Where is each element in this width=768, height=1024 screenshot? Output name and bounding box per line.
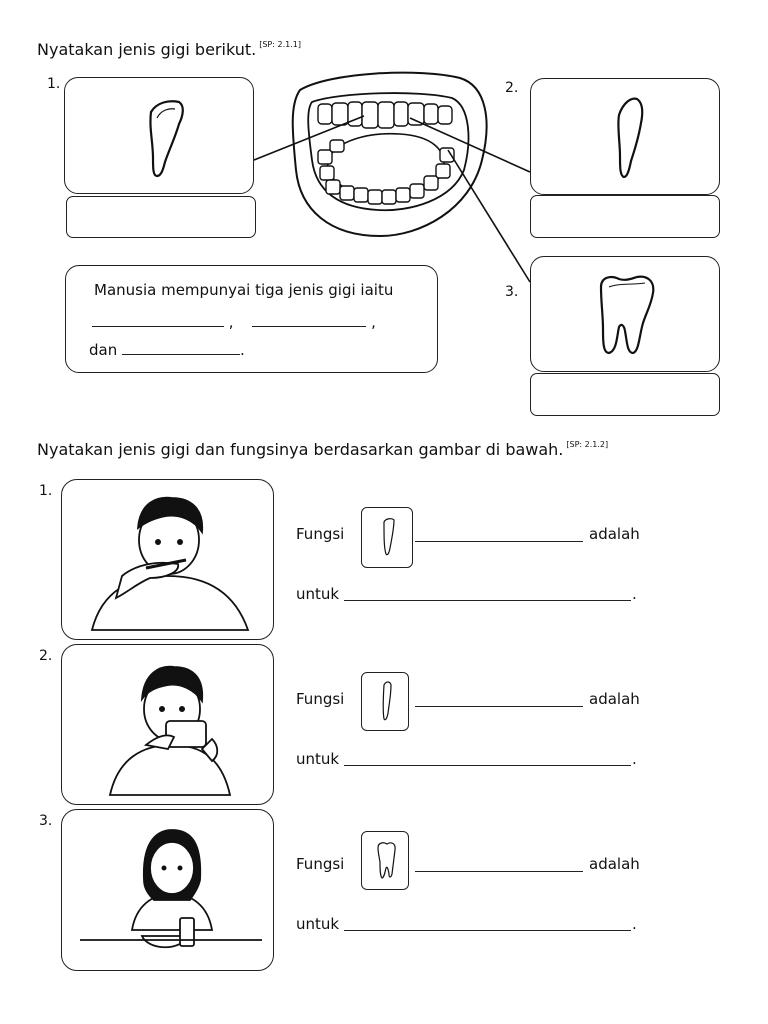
- row1-adalah: adalah: [589, 525, 640, 543]
- scene-box-2: [61, 644, 274, 805]
- row1-tooth-box: [361, 507, 413, 568]
- row2-blank-type[interactable]: [415, 706, 583, 707]
- section2-heading: [37, 440, 608, 459]
- sentence-line1: Manusia mempunyai tiga jenis gigi iaitu: [94, 281, 394, 299]
- section2-title: Nyatakan jenis gigi dan fungsinya berdasarkan gambar di bawah.: [37, 440, 564, 459]
- blank-3[interactable]: [122, 342, 240, 355]
- section1-ref: [SP: 2.1.1]: [259, 40, 301, 49]
- blank-1[interactable]: [92, 314, 224, 327]
- item2-number: 2.: [505, 80, 519, 96]
- row1-period: .: [632, 585, 637, 603]
- row2-adalah: adalah: [589, 690, 640, 708]
- sentence-line3: dan .: [89, 341, 245, 359]
- sentence-line2: , ,: [92, 313, 376, 331]
- item1-number: 1.: [47, 76, 61, 92]
- row1-fungsi-label: Fungsi: [296, 525, 345, 543]
- row1-number: 1.: [39, 483, 53, 499]
- row3-number: 3.: [39, 813, 53, 829]
- row2-tooth-box: [361, 672, 409, 731]
- girl-eating-illustration: [62, 810, 275, 972]
- row3-adalah: adalah: [589, 855, 640, 873]
- row3-fungsi-label: Fungsi: [296, 855, 345, 873]
- row2-blank-function[interactable]: [344, 765, 631, 766]
- section1-title: Nyatakan jenis gigi berikut.: [37, 40, 257, 59]
- row3-period: .: [632, 915, 637, 933]
- dan-label: dan: [89, 341, 118, 359]
- connector-line-3: [448, 150, 530, 282]
- row2-period: .: [632, 750, 637, 768]
- row2-number: 2.: [39, 648, 53, 664]
- row1-blank-type[interactable]: [415, 541, 583, 542]
- row3-untuk: untuk: [296, 915, 340, 933]
- row3-blank-type[interactable]: [415, 871, 583, 872]
- canine-icon: [362, 673, 410, 732]
- item3-number: 3.: [505, 284, 519, 300]
- incisor-icon: [362, 508, 414, 569]
- section2-ref: [SP: 2.1.2]: [566, 440, 609, 449]
- blank-2[interactable]: [252, 314, 366, 327]
- boy-tearing-bread-illustration: [62, 645, 275, 806]
- row1-untuk: untuk: [296, 585, 340, 603]
- scene-box-1: [61, 479, 274, 640]
- row1-blank-function[interactable]: [344, 600, 631, 601]
- row2-untuk: untuk: [296, 750, 340, 768]
- row3-blank-function[interactable]: [344, 930, 631, 931]
- molar-icon: [362, 832, 410, 891]
- row2-fungsi-label: Fungsi: [296, 690, 345, 708]
- row3-tooth-box: [361, 831, 409, 890]
- scene-box-3: [61, 809, 274, 971]
- upper-teeth: [318, 102, 452, 128]
- boy-eating-illustration: [62, 480, 275, 641]
